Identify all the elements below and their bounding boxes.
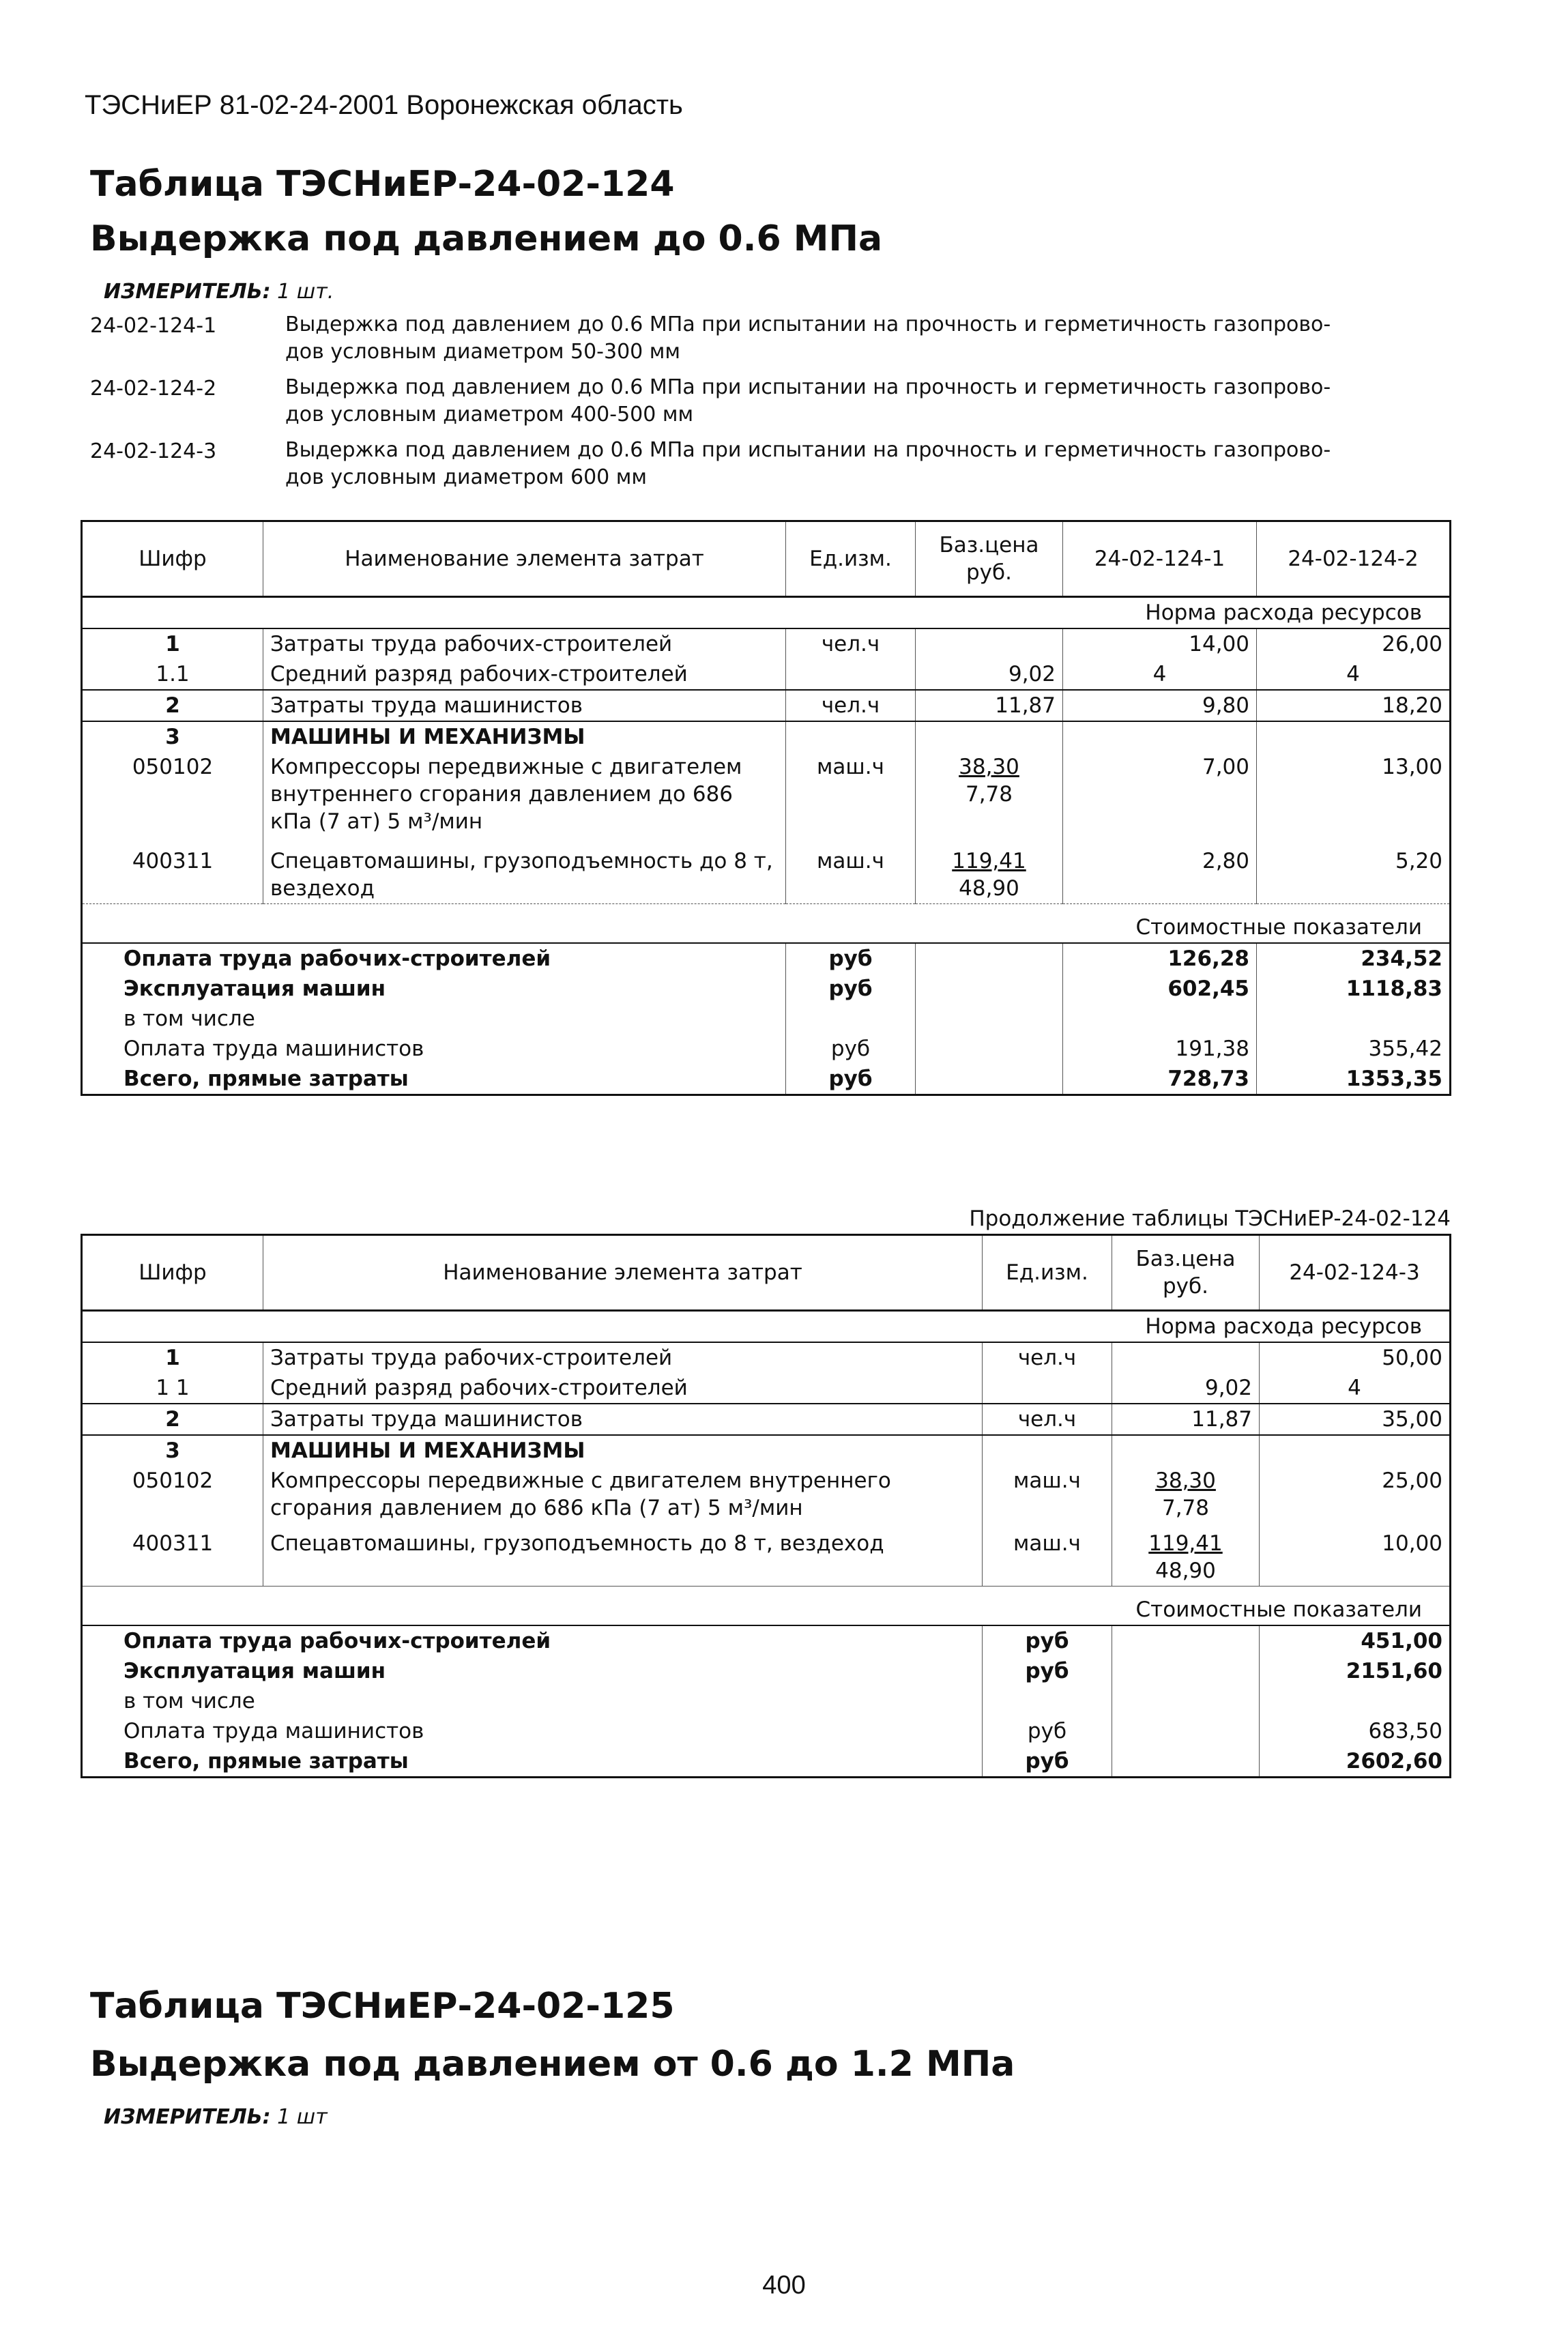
cost-unit: руб (983, 1656, 1112, 1686)
row-name: Затраты труда машинистов (263, 1404, 983, 1435)
row-price (916, 837, 1063, 904)
table-row (82, 1373, 1451, 1404)
row-name: Спецавтомашины, грузоподъемность до 8 т, вездеход (263, 837, 786, 904)
row-code: 1 (82, 628, 263, 659)
resource-table-part1 (81, 520, 1451, 1096)
row-unit: чел.ч (786, 628, 916, 659)
table-row (82, 628, 1451, 659)
row-price: 11,87 (1112, 1404, 1260, 1435)
section-row (82, 904, 1451, 944)
row-value-3: 10,00 (1260, 1523, 1451, 1587)
row-value-3: 4 (1260, 1373, 1451, 1404)
row-code: 400311 (82, 1523, 263, 1587)
section-row (82, 1587, 1451, 1626)
cost-unit: руб (983, 1746, 1112, 1778)
row-unit: маш.ч (786, 752, 916, 837)
row-unit: чел.ч (786, 690, 916, 721)
row-code: 1.1 (82, 659, 263, 690)
cost-value-3: 2151,60 (1260, 1656, 1451, 1686)
table-row (82, 721, 1451, 752)
cost-value-2: 234,52 (1257, 943, 1451, 974)
row-name: МАШИНЫ И МЕХАНИЗМЫ (263, 721, 786, 752)
cost-unit: руб (786, 1034, 916, 1064)
row-value-3: 35,00 (1260, 1404, 1451, 1435)
cost-name: Оплата труда машинистов (124, 1037, 424, 1061)
cost-name: Эксплуатация машин (124, 976, 386, 1001)
row-value-2: 26,00 (1257, 628, 1451, 659)
row-unit: маш.ч (786, 837, 916, 904)
desc-code: 24-02-124-1 (90, 314, 217, 338)
table-125-subtitle: Выдержка под давлением от 0.6 до 1.2 МПа (90, 2044, 1015, 2085)
row-unit: маш.ч (983, 1523, 1112, 1587)
row-code: 1 (82, 1342, 263, 1373)
cost-value-2: 1118,83 (1257, 974, 1451, 1004)
cost-value-1: 126,28 (1063, 943, 1257, 974)
row-price (1112, 1466, 1260, 1523)
row-code: 050102 (82, 752, 263, 837)
table-row (82, 1466, 1451, 1523)
row-price: 11,87 (916, 690, 1063, 721)
cost-value-2: 355,42 (1257, 1034, 1451, 1064)
cost-name: Всего, прямые затраты (124, 1749, 409, 1773)
price-main: 38,30 (959, 755, 1019, 779)
section-row (82, 1311, 1451, 1343)
section-row (82, 597, 1451, 629)
resource-table-part2 (81, 1234, 1451, 1778)
desc-code: 24-02-124-3 (90, 439, 217, 463)
table-header-row (82, 1235, 1451, 1311)
row-price (916, 752, 1063, 837)
cost-name: Всего, прямые затраты (124, 1067, 409, 1091)
table-row (82, 1435, 1451, 1466)
continuation-caption: Продолжение таблицы ТЭСНиЕР-24-02-124 (969, 1206, 1451, 1231)
row-name: Средний разряд рабочих-строителей (263, 659, 786, 690)
desc-line: дов условным диаметром 400-500 мм (285, 403, 694, 426)
desc-code: 24-02-124-2 (90, 377, 217, 401)
measure-line-124 (104, 280, 334, 304)
row-code: 3 (82, 721, 263, 752)
row-value-1: 7,00 (1063, 752, 1257, 837)
measure-line-125 (104, 2105, 328, 2129)
cost-row (82, 1656, 1451, 1686)
row-unit (983, 1373, 1112, 1404)
desc-text (285, 374, 1445, 429)
cost-row (82, 1716, 1451, 1746)
cost-name: в том числе (124, 1689, 255, 1713)
desc-text (285, 437, 1445, 491)
measure-value: 1 шт. (277, 280, 334, 304)
cost-name: Эксплуатация машин (124, 1659, 386, 1683)
col-header-code: Шифр (82, 521, 263, 597)
row-unit: чел.ч (983, 1404, 1112, 1435)
table-row (82, 690, 1451, 721)
row-name: Затраты труда машинистов (263, 690, 786, 721)
row-value-2: 5,20 (1257, 837, 1451, 904)
row-price (1112, 1342, 1260, 1373)
section-norm: Норма расхода ресурсов (82, 597, 1451, 629)
row-name: Компрессоры передвижные с двигателем внутреннего сгорания давлением до 686 кПа (7 ат) 5 м³/мин (263, 752, 786, 837)
cost-value-3: 683,50 (1260, 1716, 1451, 1746)
row-unit (786, 659, 916, 690)
row-value-3: 25,00 (1260, 1466, 1451, 1523)
table-row (82, 659, 1451, 690)
cost-row (82, 1686, 1451, 1716)
col-header-unit: Ед.изм. (983, 1235, 1112, 1311)
cost-row (82, 1034, 1451, 1064)
table-124-title: Таблица ТЭСНиЕР-24-02-124 (90, 164, 675, 205)
price-secondary: 48,90 (1155, 1559, 1216, 1583)
col-header-name: Наименование элемента затрат (263, 521, 786, 597)
cost-unit: руб (983, 1625, 1112, 1656)
cost-name: Оплата труда рабочих-строителей (124, 946, 551, 971)
desc-text (285, 311, 1445, 366)
row-value-3: 50,00 (1260, 1342, 1451, 1373)
measure-value: 1 шт (277, 2105, 328, 2129)
table-row (82, 837, 1451, 904)
col-header-24-02-124-1: 24-02-124-1 (1063, 521, 1257, 597)
row-price (916, 628, 1063, 659)
row-code: 050102 (82, 1466, 263, 1523)
table-125-title: Таблица ТЭСНиЕР-24-02-125 (90, 1986, 675, 2027)
row-price (1112, 1523, 1260, 1587)
row-code: 2 (82, 1404, 263, 1435)
row-name: Затраты труда рабочих-строителей (263, 628, 786, 659)
page-number: 400 (762, 2271, 806, 2300)
desc-line: Выдержка под давлением до 0.6 МПа при испытании на прочность и герметичность газопрово- (285, 438, 1331, 462)
desc-line: Выдержка под давлением до 0.6 МПа при испытании на прочность и герметичность газопрово- (285, 313, 1331, 336)
row-name: Спецавтомашины, грузоподъемность до 8 т, вездеход (263, 1523, 983, 1587)
row-value-2: 18,20 (1257, 690, 1451, 721)
row-code: 3 (82, 1435, 263, 1466)
row-value-2: 13,00 (1257, 752, 1451, 837)
cost-unit: руб (786, 974, 916, 1004)
cost-unit: руб (786, 943, 916, 974)
row-value-1: 14,00 (1063, 628, 1257, 659)
table-row (82, 1342, 1451, 1373)
row-code: 400311 (82, 837, 263, 904)
row-value-2: 4 (1257, 659, 1451, 690)
row-value-1: 9,80 (1063, 690, 1257, 721)
price-secondary: 7,78 (965, 782, 1013, 807)
row-price: 9,02 (1112, 1373, 1260, 1404)
row-name: Затраты труда рабочих-строителей (263, 1342, 983, 1373)
cost-value-1: 602,45 (1063, 974, 1257, 1004)
cost-name: Оплата труда машинистов (124, 1719, 424, 1743)
price-main: 119,41 (952, 849, 1026, 873)
col-header-code: Шифр (82, 1235, 263, 1311)
table-124-subtitle: Выдержка под давлением до 0.6 МПа (90, 218, 883, 259)
row-value-1: 2,80 (1063, 837, 1257, 904)
row-price: 9,02 (916, 659, 1063, 690)
row-code: 1 1 (82, 1373, 263, 1404)
col-header-24-02-124-2: 24-02-124-2 (1257, 521, 1451, 597)
row-code: 2 (82, 690, 263, 721)
document-header: ТЭСНиЕР 81-02-24-2001 Воронежская область (85, 90, 683, 120)
cost-name: Оплата труда рабочих-строителей (124, 1629, 551, 1653)
desc-line: дов условным диаметром 600 мм (285, 465, 648, 489)
cost-value-1: 191,38 (1063, 1034, 1257, 1064)
measure-label: ИЗМЕРИТЕЛЬ: (104, 280, 271, 304)
table-header-row (82, 521, 1451, 597)
cost-name: в том числе (124, 1007, 255, 1031)
cost-value-1: 728,73 (1063, 1064, 1257, 1095)
cost-row (82, 1004, 1451, 1034)
price-secondary: 48,90 (959, 876, 1019, 901)
cost-unit: руб (786, 1064, 916, 1095)
cost-row (82, 974, 1451, 1004)
measure-label: ИЗМЕРИТЕЛЬ: (104, 2105, 271, 2129)
row-name: Средний разряд рабочих-строителей (263, 1373, 983, 1404)
row-unit: маш.ч (983, 1466, 1112, 1523)
table-row (82, 1523, 1451, 1587)
price-main: 119,41 (1148, 1531, 1223, 1556)
col-header-price: Баз.цена руб. (916, 521, 1063, 597)
cost-value-2: 1353,35 (1257, 1064, 1451, 1095)
price-main: 38,30 (1155, 1468, 1216, 1493)
cost-value-3: 451,00 (1260, 1625, 1451, 1656)
col-header-unit: Ед.изм. (786, 521, 916, 597)
table-row (82, 1404, 1451, 1435)
desc-line: дов условным диаметром 50-300 мм (285, 340, 681, 364)
cost-row (82, 1625, 1451, 1656)
section-cost: Стоимостные показатели (82, 1587, 1451, 1626)
cost-value-3: 2602,60 (1260, 1746, 1451, 1778)
col-header-name: Наименование элемента затрат (263, 1235, 983, 1311)
cost-row (82, 1746, 1451, 1778)
row-name: Компрессоры передвижные с двигателем внутреннего сгорания давлением до 686 кПа (7 ат) 5 м³/мин (263, 1466, 983, 1523)
row-name: МАШИНЫ И МЕХАНИЗМЫ (263, 1435, 983, 1466)
col-header-price: Баз.цена руб. (1112, 1235, 1260, 1311)
row-unit: чел.ч (983, 1342, 1112, 1373)
price-secondary: 7,78 (1161, 1496, 1210, 1520)
section-norm: Норма расхода ресурсов (82, 1311, 1451, 1343)
col-header-24-02-124-3: 24-02-124-3 (1260, 1235, 1451, 1311)
cost-row (82, 943, 1451, 974)
cost-row (82, 1064, 1451, 1095)
row-value-1: 4 (1063, 659, 1257, 690)
section-cost: Стоимостные показатели (82, 904, 1451, 944)
desc-line: Выдержка под давлением до 0.6 МПа при испытании на прочность и герметичность газопрово- (285, 375, 1331, 399)
cost-unit: руб (983, 1716, 1112, 1746)
table-row (82, 752, 1451, 837)
